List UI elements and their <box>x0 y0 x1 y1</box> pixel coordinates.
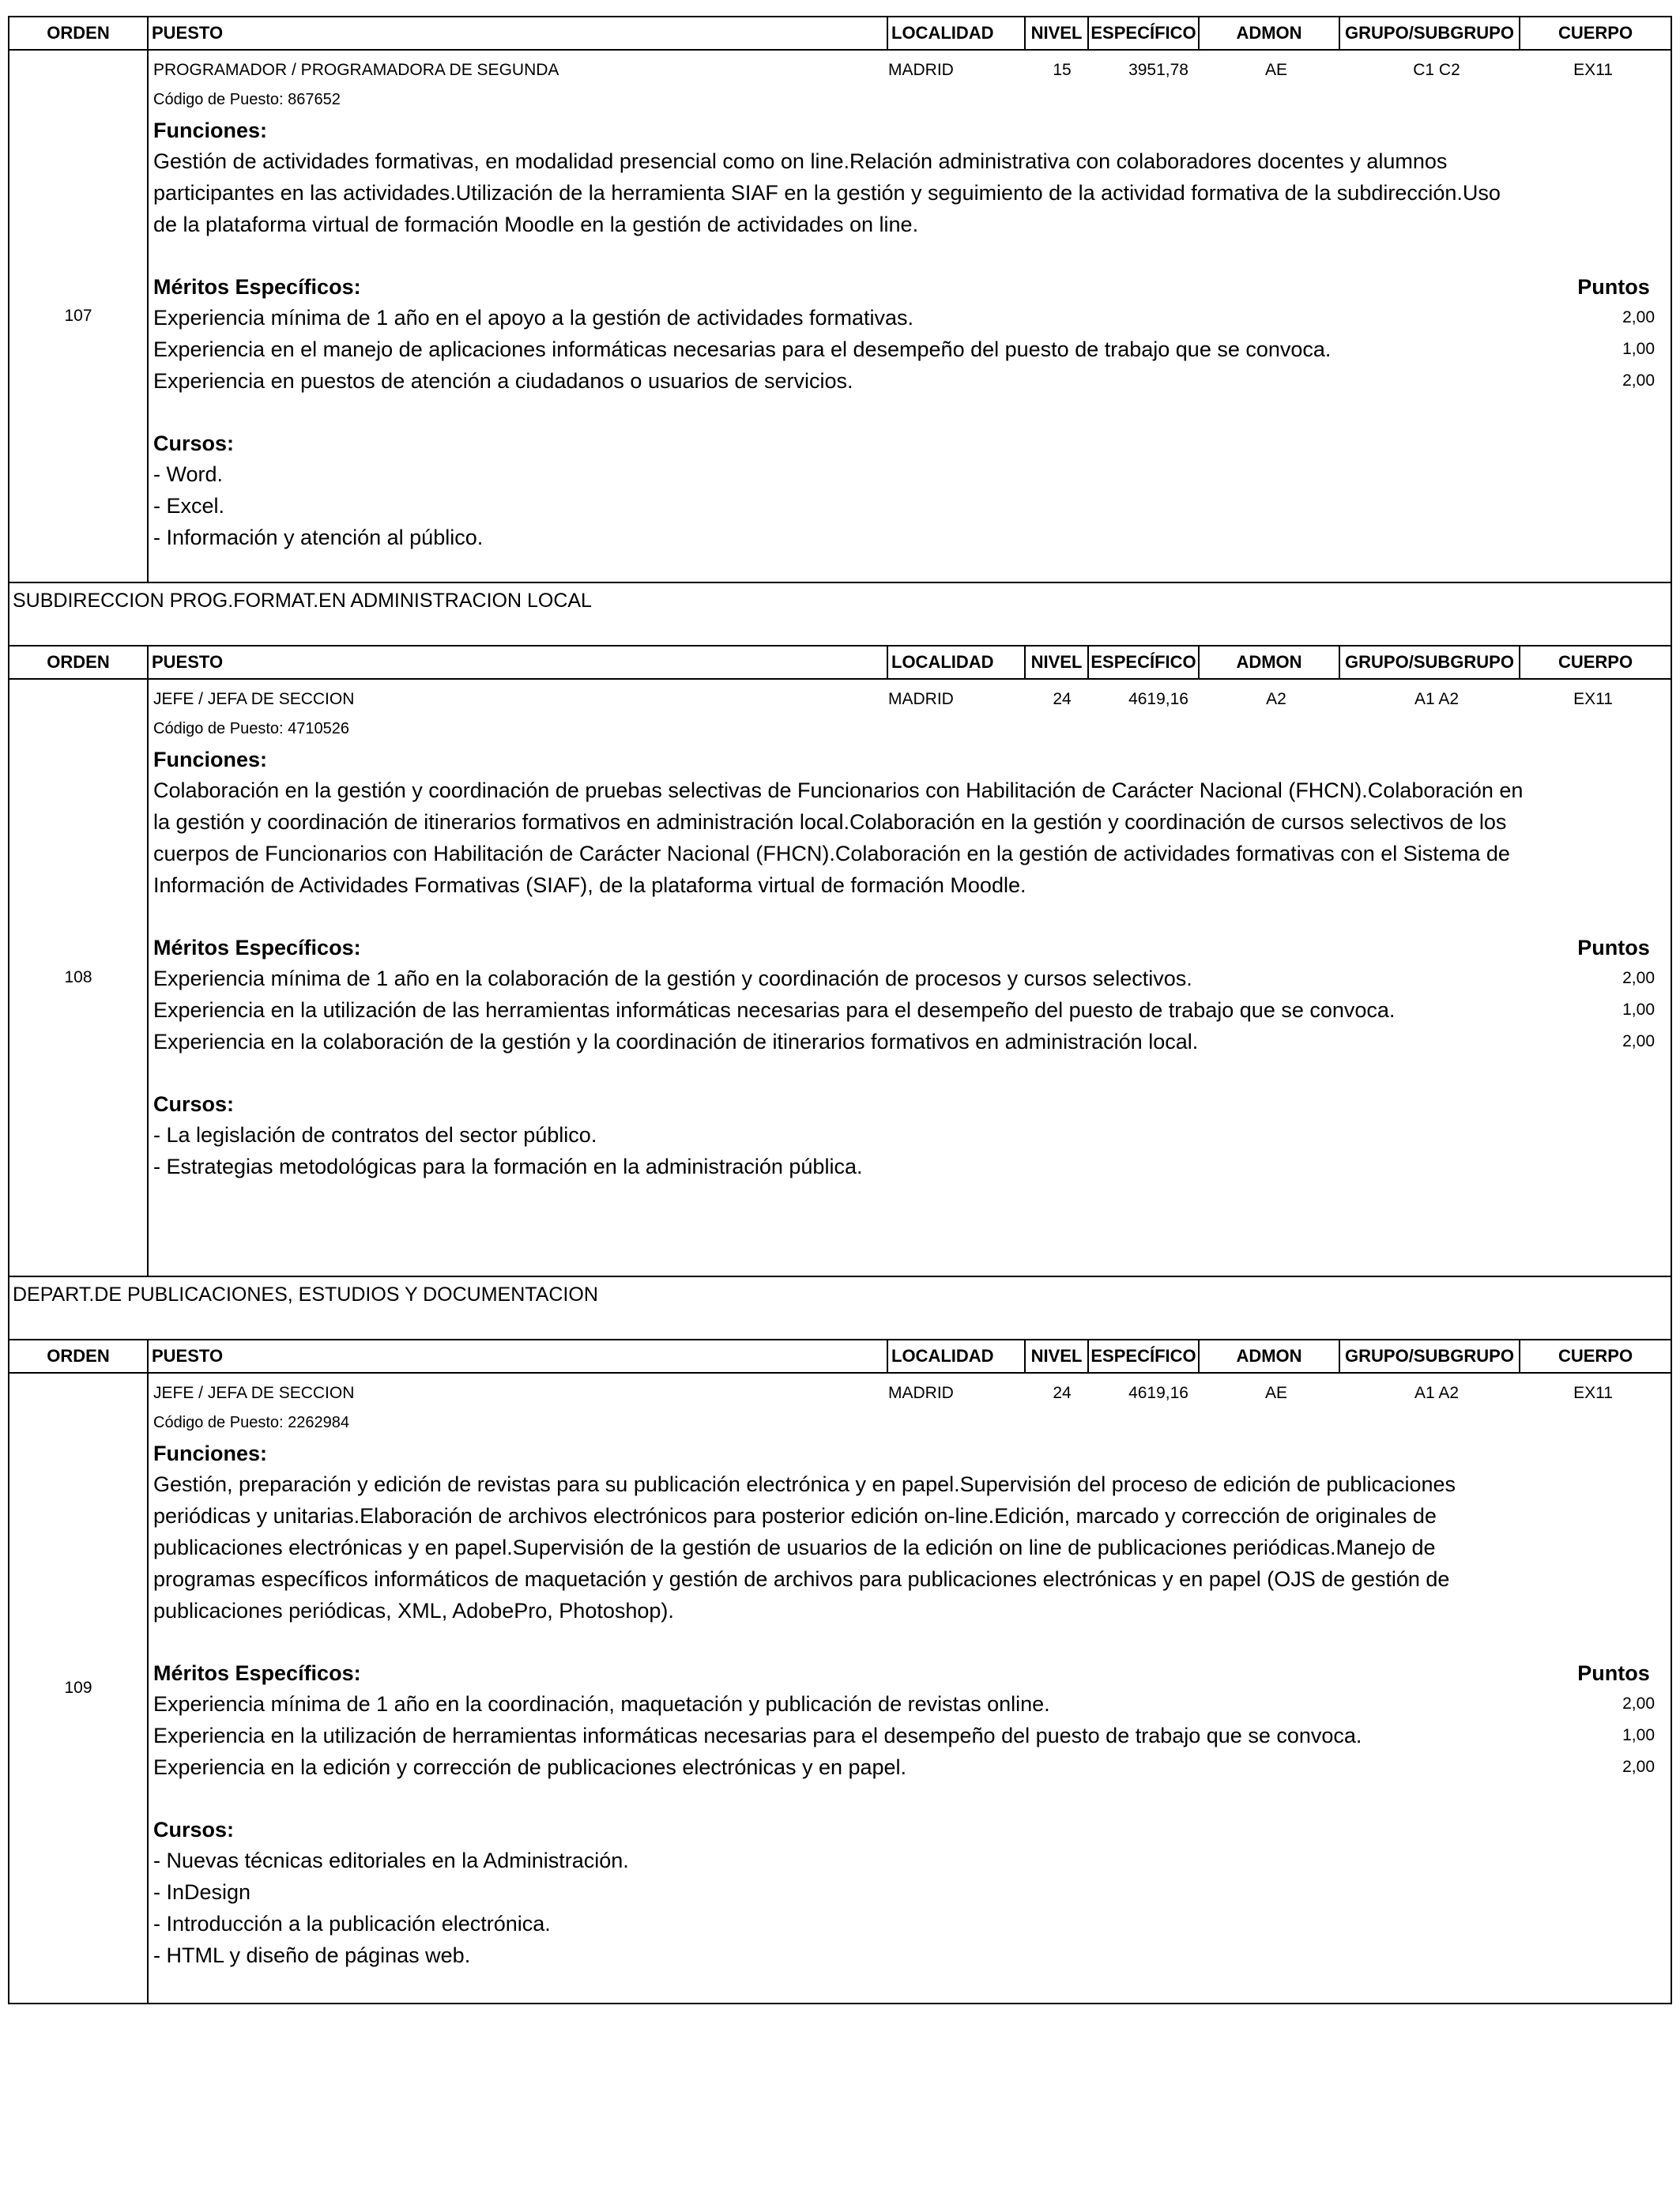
position-body <box>9 680 1671 1276</box>
merit-text: Experiencia en la colaboración de la gestión y la coordinación de itinerarios formativos en administración local. <box>153 1030 1199 1054</box>
merit-text: Experiencia en el manejo de aplicaciones informáticas necesarias para el desempeño del puesto de trabajo que se convoca. <box>153 337 1332 361</box>
puesto-value: JEFE / JEFA DE SECCION <box>153 690 355 708</box>
especifico-value: 4619,16 <box>1128 690 1188 708</box>
course-item: - Información y atención al público. <box>153 526 484 549</box>
header-nivel: NIVEL <box>1026 647 1089 678</box>
header-grupo: GRUPO/SUBGRUPO <box>1340 17 1520 49</box>
course-item: - Word. <box>153 462 224 486</box>
merit-points: 2,00 <box>1622 1695 1655 1713</box>
merit-points: 1,00 <box>1622 1726 1655 1744</box>
localidad-value: MADRID <box>888 61 954 79</box>
meritos-header <box>153 1658 1671 1688</box>
header-localidad: LOCALIDAD <box>888 647 1026 678</box>
header-nivel: NIVEL <box>1026 1340 1089 1372</box>
position-details <box>149 680 1671 1276</box>
merit-item <box>153 994 1671 1026</box>
merit-item <box>153 1026 1671 1057</box>
orden-value: 108 <box>9 680 149 1276</box>
merit-text: Experiencia en la utilización de las herramientas informáticas necesarias para el desempeño del puesto de trabajo que se convoca. <box>153 998 1396 1022</box>
orden-value: 109 <box>9 1374 149 2003</box>
header-especifico: ESPECÍFICO <box>1089 1340 1200 1372</box>
merit-text: Experiencia mínima de 1 año en el apoyo a la gestión de actividades formativas. <box>153 306 914 330</box>
header-especifico: ESPECÍFICO <box>1089 647 1200 678</box>
header-grupo: GRUPO/SUBGRUPO <box>1340 1340 1520 1372</box>
position-summary-row <box>153 57 1671 84</box>
admon-value: AE <box>1264 61 1287 79</box>
merit-item <box>153 1688 1671 1720</box>
puesto-value: JEFE / JEFA DE SECCION <box>153 1384 355 1402</box>
position-summary-row <box>153 686 1671 713</box>
header-localidad: LOCALIDAD <box>888 17 1026 49</box>
funciones-label: Funciones: <box>153 1442 268 1465</box>
merit-item <box>153 365 1671 397</box>
grupo-value: C1 C2 <box>1413 61 1460 79</box>
section-title: SUBDIRECCION PROG.FORMAT.EN ADMINISTRACION LOCAL <box>8 583 1672 647</box>
merit-text: Experiencia en la utilización de herramientas informáticas necesarias para el desempeño del puesto de trabajo que se convoca. <box>153 1724 1362 1747</box>
position-details <box>149 1374 1671 2003</box>
table-header <box>9 17 1671 51</box>
header-orden: ORDEN <box>9 647 149 678</box>
course-item: - Introducción a la publicación electrónica. <box>153 1912 551 1936</box>
puesto-value: PROGRAMADOR / PROGRAMADORA DE SEGUNDA <box>153 61 559 79</box>
course-item: - Estrategias metodológicas para la formación en la administración pública. <box>153 1155 863 1178</box>
header-puesto: PUESTO <box>149 647 888 678</box>
nivel-value: 15 <box>1053 61 1072 79</box>
header-puesto: PUESTO <box>149 1340 888 1372</box>
merit-item <box>153 963 1671 994</box>
merit-item <box>153 1751 1671 1783</box>
position-block-107 <box>8 16 1672 583</box>
header-orden: ORDEN <box>9 1340 149 1372</box>
localidad-value: MADRID <box>888 1384 954 1402</box>
codigo-puesto: Código de Puesto: 2262984 <box>153 1414 349 1431</box>
nivel-value: 24 <box>1053 1384 1072 1402</box>
especifico-value: 3951,78 <box>1128 61 1188 79</box>
merit-points: 2,00 <box>1622 1032 1655 1050</box>
cuerpo-value: EX11 <box>1573 61 1613 79</box>
funciones-text: Gestión, preparación y edición de revistas para su publicación electrónica y en papel.Supervisión del proceso de edición de publicaciones periódicas y unitarias.Elaboración de archivos electrónicos para posterior edición on-line.Edición, marcado y corrección de originales de publicaciones electrónicas y en papel.Supervisión de la gestión de usuarios de la edición on line de publicaciones periódicas.Manejo de programas específicos informáticos de maquetación y gestión de archivos para publicaciones electrónicas y en papel (OJS de gestión de publicaciones periódicas, XML, AdobePro, Photoshop). <box>153 1472 1456 1623</box>
header-admon: ADMON <box>1200 647 1340 678</box>
merit-item <box>153 1720 1671 1751</box>
header-admon: ADMON <box>1200 1340 1340 1372</box>
cursos-label: Cursos: <box>153 432 235 455</box>
codigo-puesto: Código de Puesto: 4710526 <box>153 720 349 737</box>
funciones-text: Colaboración en la gestión y coordinación de pruebas selectivas de Funcionarios con Habilitación de Carácter Nacional (FHCN).Colaboración en la gestión y coordinación de itinerarios formativos en administración local.Colaboración en la gestión y coordinación de cursos selectivos de los cuerpos de Funcionarios con Habilitación de Carácter Nacional (FHCN).Colaboración en la gestión de actividades formativas con el Sistema de Información de Actividades Formativas (SIAF), de la plataforma virtual de formación Moodle. <box>153 778 1524 897</box>
merit-points: 2,00 <box>1622 371 1655 390</box>
course-item: - La legislación de contratos del sector público. <box>153 1123 597 1147</box>
merit-points: 2,00 <box>1622 308 1655 326</box>
header-cuerpo: CUERPO <box>1558 652 1633 672</box>
header-grupo: GRUPO/SUBGRUPO <box>1340 647 1520 678</box>
puntos-label: Puntos <box>1577 936 1650 959</box>
header-admon: ADMON <box>1200 17 1340 49</box>
course-item: - HTML y diseño de páginas web. <box>153 1943 471 1967</box>
admon-value: AE <box>1264 1384 1287 1402</box>
merit-points: 2,00 <box>1622 1758 1655 1776</box>
meritos-header <box>153 272 1671 302</box>
course-item: - InDesign <box>153 1880 251 1904</box>
orden-value: 107 <box>9 51 149 582</box>
meritos-header <box>153 933 1671 963</box>
grupo-value: A1 A2 <box>1414 690 1460 708</box>
merit-text: Experiencia mínima de 1 año en la coordinación, maquetación y publicación de revistas online. <box>153 1692 1050 1716</box>
cuerpo-value: EX11 <box>1573 1384 1613 1402</box>
funciones-label: Funciones: <box>153 119 268 142</box>
header-cuerpo: CUERPO <box>1558 1346 1633 1366</box>
puntos-label: Puntos <box>1577 1661 1650 1685</box>
document <box>8 16 1672 2004</box>
header-localidad: LOCALIDAD <box>888 1340 1026 1372</box>
cuerpo-value: EX11 <box>1573 690 1613 708</box>
position-details <box>149 51 1671 582</box>
position-summary-row <box>153 1380 1671 1407</box>
meritos-label: Méritos Específicos: <box>153 275 361 299</box>
merit-item <box>153 302 1671 334</box>
codigo-puesto: Código de Puesto: 867652 <box>153 91 341 108</box>
especifico-value: 4619,16 <box>1128 1384 1188 1402</box>
table-header <box>9 647 1671 680</box>
admon-value: A2 <box>1266 690 1286 708</box>
funciones-text: Gestión de actividades formativas, en modalidad presencial como on line.Relación administrativa con colaboradores docentes y alumnos participantes en las actividades.Utilización de la herramienta SIAF en la gestión y seguimiento de la actividad formativa de la subdirección.Uso de la plataforma virtual de formación Moodle en la gestión de actividades on line. <box>153 149 1501 236</box>
section-title: DEPART.DE PUBLICACIONES, ESTUDIOS Y DOCUMENTACION <box>8 1277 1672 1340</box>
merit-points: 1,00 <box>1622 340 1655 358</box>
cursos-label: Cursos: <box>153 1818 235 1842</box>
position-block-109 <box>8 1340 1672 2004</box>
position-block-108 <box>8 647 1672 1277</box>
merit-text: Experiencia en puestos de atención a ciudadanos o usuarios de servicios. <box>153 369 853 393</box>
position-body <box>9 51 1671 582</box>
merit-item <box>153 334 1671 365</box>
course-item: - Excel. <box>153 494 225 518</box>
merit-text: Experiencia mínima de 1 año en la colaboración de la gestión y coordinación de procesos y cursos selectivos. <box>153 967 1192 990</box>
funciones-label: Funciones: <box>153 748 268 771</box>
localidad-value: MADRID <box>888 690 954 708</box>
meritos-label: Méritos Específicos: <box>153 1661 361 1685</box>
grupo-value: A1 A2 <box>1414 1384 1460 1402</box>
nivel-value: 24 <box>1053 690 1072 708</box>
cursos-label: Cursos: <box>153 1092 235 1116</box>
header-orden: ORDEN <box>9 17 149 49</box>
course-item: - Nuevas técnicas editoriales en la Administración. <box>153 1849 629 1872</box>
merit-points: 2,00 <box>1622 969 1655 987</box>
table-header <box>9 1340 1671 1374</box>
puntos-label: Puntos <box>1577 275 1650 299</box>
header-nivel: NIVEL <box>1026 17 1089 49</box>
header-puesto: PUESTO <box>149 17 888 49</box>
merit-text: Experiencia en la edición y corrección de publicaciones electrónicas y en papel. <box>153 1755 907 1779</box>
header-especifico: ESPECÍFICO <box>1089 17 1200 49</box>
meritos-label: Méritos Específicos: <box>153 936 361 959</box>
merit-points: 1,00 <box>1622 1001 1655 1019</box>
position-body <box>9 1374 1671 2003</box>
header-cuerpo: CUERPO <box>1558 23 1633 43</box>
